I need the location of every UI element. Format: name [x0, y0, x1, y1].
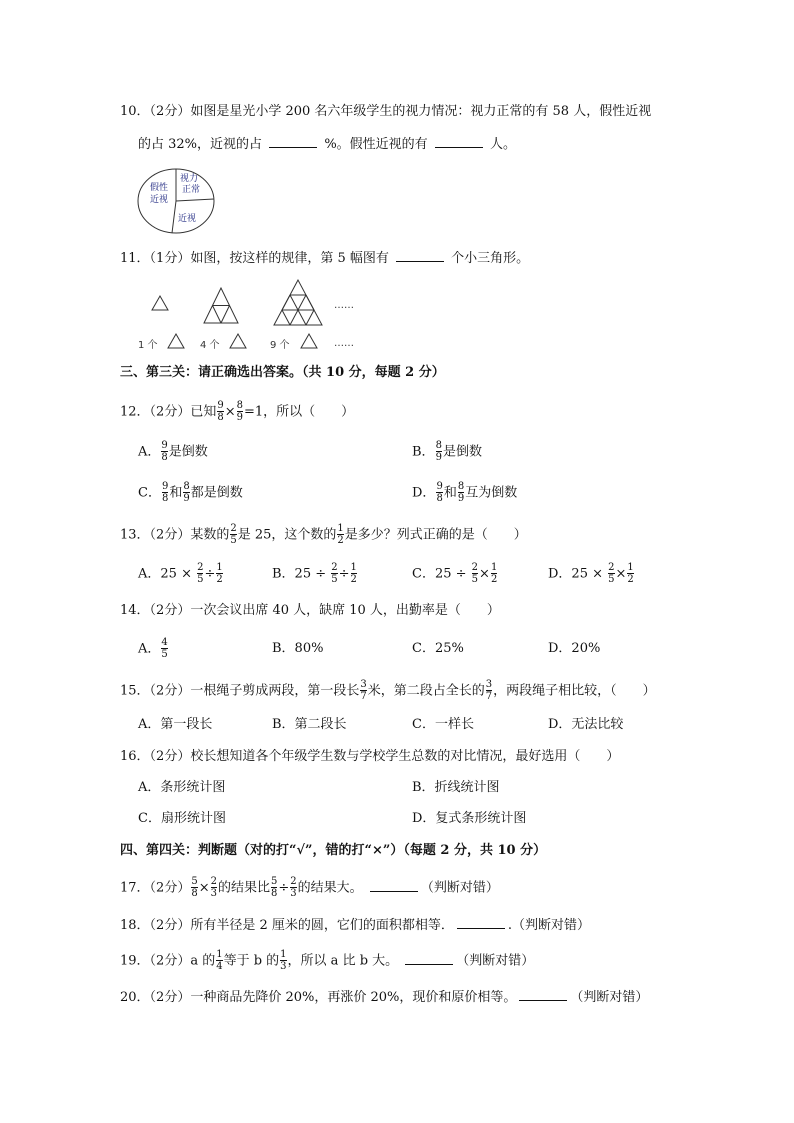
pie-label-pseudo-2: 近视	[150, 195, 169, 205]
q20-text: 20．（2分）一种商品先降价 20%，再涨价 20%，现价和原价相等。 （判断对错）	[120, 987, 648, 1007]
q16-option-b[interactable]: B．折线统计图	[412, 780, 500, 795]
fraction: $\frac{9}{8}$	[217, 400, 224, 423]
q13-option-c[interactable]: C．25 ÷ $\frac{2}{5}$ × $\frac{1}{2}$	[412, 562, 498, 585]
q14-text: 14．（2分）一次会议出席 40 人，缺席 10 人，出勤率是（ ）	[120, 603, 500, 618]
q17-text: 17．（2分） $\frac{5}{8}$ × $\frac{2}{3}$ 的结果比 $\frac{5}{8}$ ÷ $\frac{2}{3}$ 的结果大。 （判断对错）	[120, 876, 499, 899]
answer-blank[interactable]	[435, 134, 483, 148]
triangle-fig-3	[274, 280, 322, 325]
q10-text-b: %。假性近视的有	[324, 137, 428, 152]
triangle-fig-2	[204, 288, 238, 323]
label-4: 4 个	[200, 340, 220, 351]
q16-option-d[interactable]: D．复式条形统计图	[412, 811, 527, 826]
q14-option-c[interactable]: C．25%	[412, 641, 464, 656]
q15-text: 15．（2分）一根绳子剪成两段，第一段长 $\frac{3}{7}$ 米，第二段占全长的 $\frac{3}{7}$ ，两段绳子相比较，（ ）	[120, 679, 656, 702]
q11-text-a: 11．（1分）如图，按这样的规律，第 5 幅图有	[120, 251, 389, 266]
q19-text: 19．（2分）a 的 $\frac{1}{4}$ 等于 b 的 $\frac{1}{3}$ ，所以 a 比 b 大。 （判断对错）	[120, 949, 535, 972]
q15-option-c[interactable]: C．一样长	[412, 717, 474, 732]
label-1: 1 个	[138, 340, 158, 351]
q14-option-d[interactable]: D．20%	[548, 641, 601, 656]
fraction: $\frac{8}{9}$	[236, 400, 243, 423]
q16-option-a[interactable]: A．条形统计图	[138, 780, 226, 795]
label-9: 9 个	[270, 340, 290, 351]
q15-option-b[interactable]: B．第二段长	[272, 717, 347, 732]
q14-option-a[interactable]: A． $\frac{4}{5}$	[138, 637, 168, 660]
q15-option-a[interactable]: A．第一段长	[138, 717, 213, 732]
answer-blank[interactable]	[396, 248, 444, 262]
q13-option-d[interactable]: D．25 × $\frac{2}{5}$ × $\frac{1}{2}$	[548, 562, 634, 585]
q13-text: 13．（2分）某数的 $\frac{2}{5}$ 是 25，这个数的 $\frac{1}{2}$ 是多少？列式正确的是（ ）	[120, 523, 527, 546]
q12-option-b[interactable]: B． $\frac{8}{9}$ 是倒数	[412, 440, 482, 463]
answer-blank[interactable]	[457, 915, 505, 929]
q18-text: 18．（2分）所有半径是 2 厘米的圆，它们的面积都相等． .（判断对错）	[120, 915, 590, 935]
answer-blank[interactable]	[370, 878, 418, 892]
q12-option-d[interactable]: D． $\frac{9}{8}$ 和 $\frac{8}{9}$ 互为倒数	[412, 481, 518, 504]
q10-line1: 10．（2分）如图是星光小学 200 名六年级学生的视力情况：视力正常的有 58 人，假性近视	[120, 104, 652, 119]
vision-pie-chart	[136, 168, 220, 234]
q12-prefix: 12．（2分）已知	[120, 404, 217, 420]
q10-text-a: 的占 32%，近视的占	[138, 137, 263, 152]
q13-option-a[interactable]: A．25 × $\frac{2}{5}$ ÷ $\frac{1}{2}$	[138, 562, 223, 585]
q16-text: 16．（2分）校长想知道各个年级学生数与学校学生总数的对比情况，最好选用（ ）	[120, 749, 620, 764]
q16-option-c[interactable]: C．扇形统计图	[138, 811, 226, 826]
triangle-fig-1	[152, 296, 168, 310]
pie-label-normal-1: 视力	[180, 174, 199, 184]
pie-label-normal-2: 正常	[182, 185, 201, 195]
dots-bottom: ……	[334, 338, 354, 349]
q12-text: 12．（2分）已知 $\frac{9}{8}$ × $\frac{8}{9}$ =1，所以（ ）	[120, 400, 355, 423]
pie-label-myopia: 近视	[178, 214, 197, 224]
dots-top: ……	[334, 300, 354, 311]
answer-blank[interactable]	[405, 951, 453, 965]
q12-option-c[interactable]: C． $\frac{9}{8}$ 和 $\frac{8}{9}$ 都是倒数	[138, 481, 243, 504]
triangle-pattern-figure	[138, 278, 378, 352]
q10-text-c: 人。	[489, 137, 516, 152]
pie-label-pseudo-1: 假性	[150, 183, 169, 193]
q10-line2	[138, 134, 516, 154]
q13-option-b[interactable]: B．25 ÷ $\frac{2}{5}$ ÷ $\frac{1}{2}$	[272, 562, 357, 585]
q11-text	[120, 248, 529, 268]
q12-mid: =1，所以（ ）	[243, 404, 355, 420]
q15-option-d[interactable]: D．无法比较	[548, 717, 624, 732]
answer-blank[interactable]	[269, 134, 317, 148]
q11-text-b: 个小三角形。	[451, 251, 530, 266]
section-3-heading: 三、第三关：请正确选出答案。（共 10 分，每题 2 分）	[120, 365, 445, 380]
answer-blank[interactable]	[519, 987, 567, 1001]
q12-option-a[interactable]: A． $\frac{9}{8}$ 是倒数	[138, 440, 208, 463]
q14-option-b[interactable]: B．80%	[272, 641, 324, 656]
section-4-heading: 四、第四关：判断题（对的打“√”，错的打“×”）（每题 2 分，共 10 分）	[120, 843, 547, 858]
